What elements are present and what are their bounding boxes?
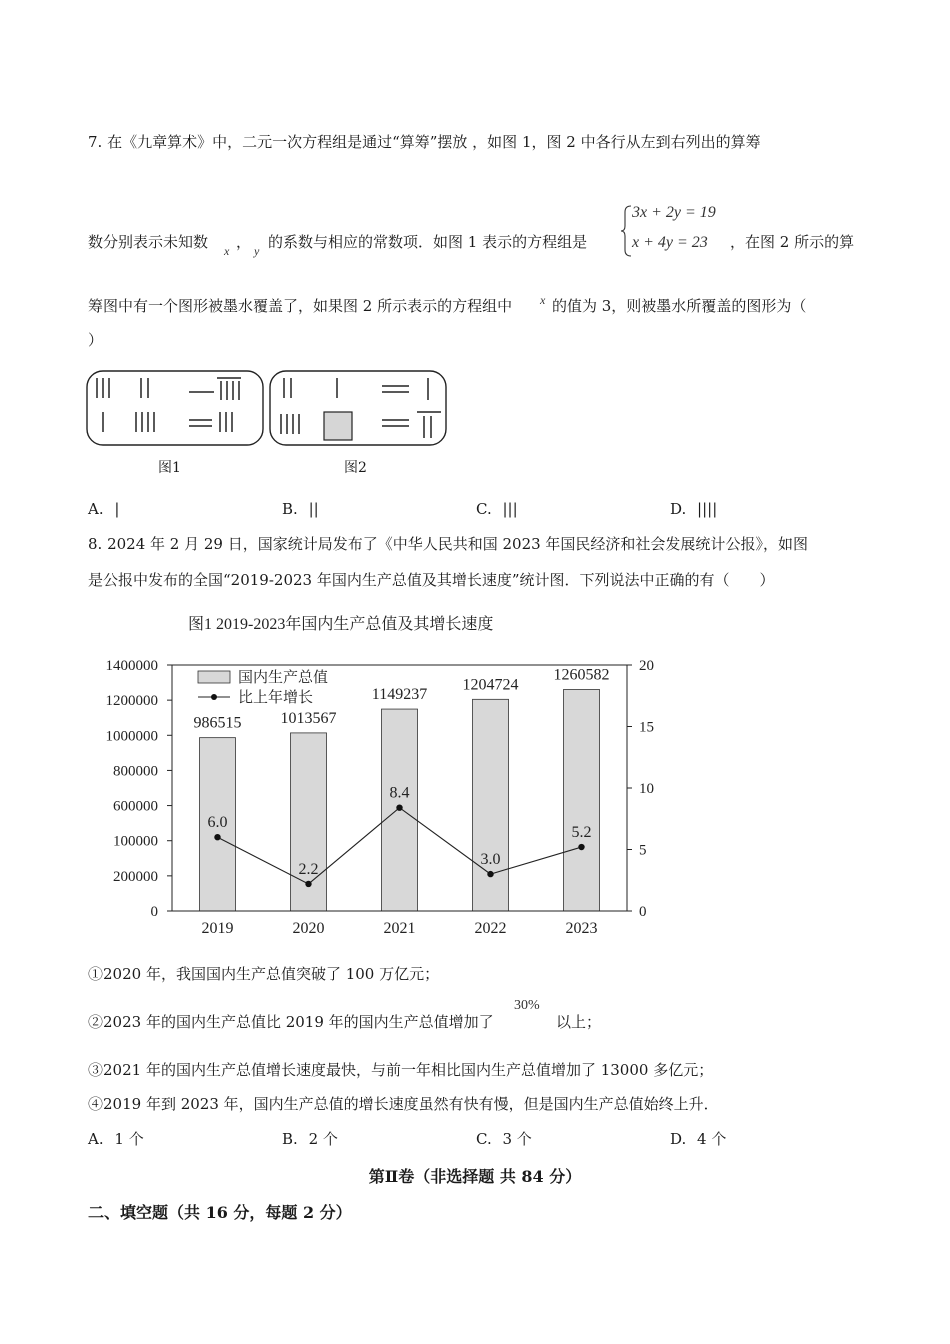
q7-line3a: 筹图中有一个图形被墨水覆盖了，如果图 2 所示表示的方程组中 — [88, 297, 513, 315]
figure-1-label: 图1 — [158, 460, 181, 476]
equation-1: 3x + 2y = 19 — [632, 204, 716, 221]
q8-statement-1: ①2020 年，我国国内生产总值突破了 100 万亿元； — [88, 965, 440, 983]
q7-line3b: 的值为 3，则被墨水所覆盖的图形为（ — [552, 297, 807, 315]
q7-option-d-label: D. — [670, 500, 687, 518]
q8-statement-2a: ②2023 年的国内生产总值比 2019 年的国内生产总值增加了 — [88, 1013, 494, 1031]
x-tick-label-2021: 2021 — [383, 920, 416, 937]
q8-statement-4: ④2019 年到 2023 年，国内生产总值的增长速度虽然有快有慢，但是国内生产总值始终上升． — [88, 1095, 719, 1113]
q8-line2: 是公报中发布的全国“2019-2023 年国内生产总值及其增长速度”统计图．下列说法中正确的有（ ） — [88, 571, 775, 589]
x-tick-label-2023: 2023 — [565, 920, 598, 937]
q7-option-a-value: | — [114, 500, 120, 518]
right-tick-label-2: 10 — [639, 781, 654, 797]
q8-statement-3: ③2021 年的国内生产总值增长速度最快，与前一年相比国内生产总值增加了 13000 多亿元； — [88, 1061, 714, 1079]
gdp-bar-label-2023: 1260582 — [553, 666, 610, 684]
q8-option-a-value: 1 个 — [114, 1130, 144, 1148]
legend-bar-text: 国内生产总值 — [238, 670, 329, 686]
q7-var-y: y — [254, 244, 260, 258]
fill-in-heading: 二、填空题（共 16 分，每题 2 分） — [88, 1203, 352, 1222]
gdp-bar-2023 — [564, 689, 600, 911]
q8-option-c-label: C. — [476, 1130, 492, 1148]
gdp-bar-label-2019: 986515 — [193, 714, 242, 732]
q8-option-b[interactable] — [282, 1128, 338, 1149]
q8-option-a[interactable] — [88, 1128, 144, 1149]
q8-option-a-label: A. — [88, 1130, 104, 1148]
q8-line1: 8. 2024 年 2 月 29 日，国家统计局发布了《中华人民共和国 2023 年国民经济和社会发展统计公报》，如图 — [88, 535, 808, 553]
q7-line2a: 数分别表示未知数 — [88, 233, 209, 251]
growth-point-2019 — [214, 834, 220, 840]
q7-sep: ， — [236, 233, 252, 251]
gdp-bar-label-2021: 1149237 — [371, 686, 428, 704]
q7-option-b-value: || — [308, 500, 319, 518]
growth-point-2020 — [305, 881, 311, 887]
q7-option-c-label: C. — [476, 500, 492, 518]
q7-option-d[interactable] — [670, 500, 717, 518]
gdp-bar-2022 — [473, 699, 509, 911]
left-tick-label-7: 1400000 — [105, 658, 158, 674]
q8-option-c-value: 3 个 — [502, 1130, 532, 1148]
q7-option-b[interactable] — [282, 500, 319, 518]
q8-option-d-value: 4 个 — [697, 1130, 727, 1148]
q7-var-x2: x — [540, 293, 546, 307]
legend-line-text: 比上年增长 — [238, 690, 314, 706]
legend-line-marker — [211, 694, 217, 700]
left-tick-label-6: 1200000 — [105, 693, 158, 710]
q8-option-b-label: B. — [282, 1130, 298, 1148]
growth-label-2021: 8.4 — [389, 784, 410, 802]
gdp-bar-label-2022: 1204724 — [462, 676, 519, 694]
left-tick-label-4: 800000 — [113, 763, 158, 780]
q8-statement-2-pct: 30% — [514, 998, 540, 1013]
q7-option-a-label: A. — [88, 500, 104, 518]
left-tick-label-2: 100000 — [113, 833, 158, 850]
growth-point-2021 — [396, 804, 402, 810]
q7-line4: ） — [88, 331, 104, 349]
right-tick-label-3: 15 — [639, 719, 654, 736]
left-tick-label-1: 200000 — [113, 868, 158, 885]
q8-option-b-value: 2 个 — [308, 1130, 338, 1148]
q7-option-b-label: B. — [282, 500, 298, 518]
q7-option-d-value: |||| — [697, 500, 718, 518]
chart-legend — [198, 668, 328, 706]
left-tick-label-3: 600000 — [113, 798, 158, 815]
figure-2-counting-rods — [269, 370, 447, 446]
gdp-bar-label-2020: 1013567 — [280, 709, 337, 727]
legend-bar-swatch — [198, 671, 230, 683]
section-2-title: 第Ⅱ卷（非选择题 共 84 分） — [368, 1167, 582, 1186]
q7-option-c-value: ||| — [502, 500, 518, 518]
q8-option-c[interactable] — [476, 1128, 532, 1149]
x-tick-label-2019: 2019 — [201, 920, 234, 937]
q7-line1: 7. 在《九章算术》中，二元一次方程组是通过“算筹”摆放 ，如图 1，图 2 中各行从左到右列出的算筹 — [88, 133, 761, 151]
figure-1-counting-rods — [86, 370, 264, 446]
figure-2-label: 图2 — [344, 460, 367, 476]
left-tick-label-0: 0 — [150, 904, 158, 920]
growth-label-2020: 2.2 — [298, 860, 319, 878]
growth-point-2023 — [578, 844, 584, 850]
x-tick-label-2020: 2020 — [292, 920, 325, 937]
ink-covered-box — [324, 412, 352, 440]
chart-title: 图1 2019-2023年国内生产总值及其增长速度 — [188, 616, 494, 633]
q7-option-a[interactable] — [88, 500, 119, 518]
growth-point-2022 — [487, 871, 493, 877]
q8-option-d[interactable] — [670, 1128, 726, 1149]
growth-label-2023: 5.2 — [571, 824, 592, 842]
x-tick-label-2022: 2022 — [474, 920, 507, 937]
gdp-chart — [80, 605, 680, 945]
q7-var-x: x — [224, 244, 230, 258]
right-tick-label-0: 0 — [639, 904, 647, 920]
q8-statement-2b: 以上； — [556, 1013, 602, 1031]
equation-2: x + 4y = 23 — [632, 234, 708, 251]
q7-option-c[interactable] — [476, 500, 518, 518]
q8-option-d-label: D. — [670, 1130, 687, 1148]
growth-label-2022: 3.0 — [480, 851, 501, 869]
left-tick-label-5: 1000000 — [105, 728, 158, 745]
right-tick-label-4: 20 — [639, 658, 654, 674]
q7-line2b: 的系数与相应的常数项．如图 1 表示的方程组是 — [268, 233, 588, 251]
q7-line2c: ，在图 2 所示的算 — [730, 233, 855, 251]
growth-label-2019: 6.0 — [207, 814, 228, 832]
right-tick-label-1: 5 — [639, 842, 647, 859]
